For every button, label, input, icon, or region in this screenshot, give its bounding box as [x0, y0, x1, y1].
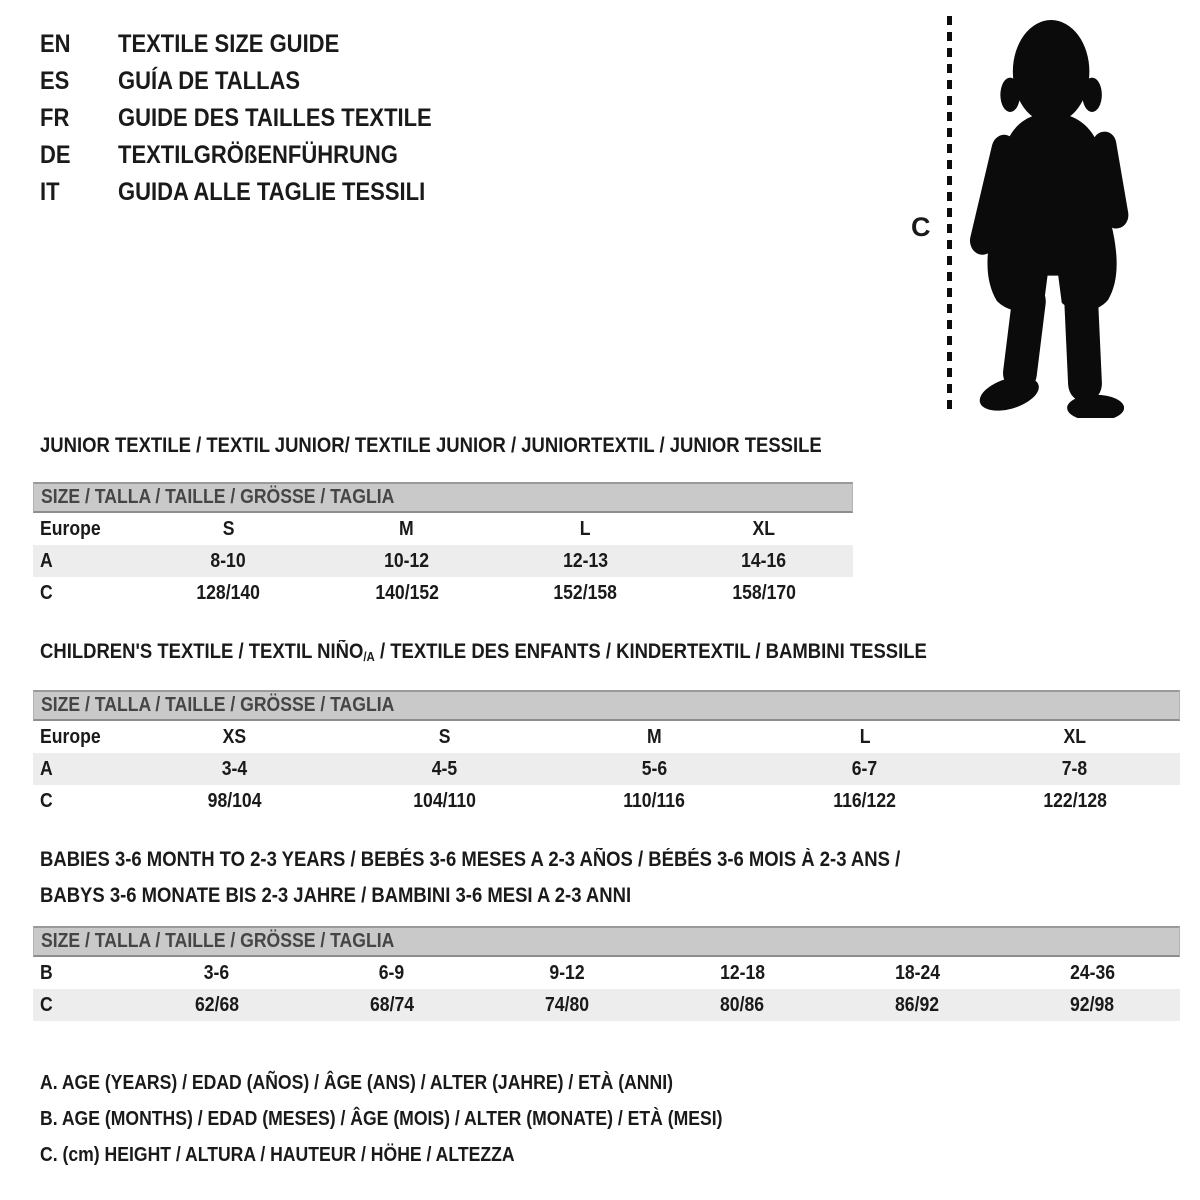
table-cell: 110/116 — [623, 789, 686, 812]
babies-section-title-line2-text: BABYS 3-6 MONATE BIS 2-3 JAHRE / BAMBINI 3-6 MESI A 2-3 ANNI — [40, 884, 632, 907]
language-title: TEXTILE SIZE GUIDE — [118, 30, 340, 58]
legend-line-c — [40, 1143, 579, 1167]
table-cell: 104/110 — [412, 789, 476, 812]
table-cell: 152/158 — [553, 581, 618, 604]
table-cell: 116/122 — [833, 789, 897, 812]
language-row-fr — [40, 100, 475, 137]
legend-line-b-text: B. AGE (MONTHS) / EDAD (MESES) / ÂGE (MOIS) / ALTER (MONATE) / ETÀ (MESI) — [40, 1108, 723, 1130]
size-header-bar-label: SIZE / TALLA / TAILLE / GRÖSSE / TAGLIA — [41, 486, 395, 508]
size-col-header: XL — [1063, 725, 1087, 748]
language-code — [40, 30, 118, 59]
table-cell: 68/74 — [369, 993, 414, 1016]
language-title: GUIDA ALLE TAGLIE TESSILI — [118, 178, 426, 206]
size-header-bar-label: SIZE / TALLA / TAILLE / GRÖSSE / TAGLIA — [41, 930, 395, 952]
language-title: GUIDE DES TAILLES TEXTILE — [118, 104, 432, 132]
table-cell: 18-24 — [894, 961, 940, 984]
language-code-text: DE — [40, 141, 71, 169]
table-row-height — [33, 577, 853, 609]
table-cell: 12-13 — [562, 549, 608, 572]
height-measure-dashed-line — [947, 16, 952, 415]
table-cell: 5-6 — [641, 757, 668, 780]
table-cell: 122/128 — [1043, 789, 1107, 812]
language-code-text: ES — [40, 67, 70, 95]
size-header-bar-label: SIZE / TALLA / TAILLE / GRÖSSE / TAGLIA — [41, 694, 395, 716]
junior-section-title-text: JUNIOR TEXTILE / TEXTIL JUNIOR/ TEXTILE JUNIOR / JUNIORTEXTIL / JUNIOR TESSILE — [40, 434, 822, 457]
table-cell: 98/104 — [207, 789, 262, 812]
size-header-bar — [33, 926, 1180, 957]
table-cell: 86/92 — [895, 993, 940, 1016]
childrens-size-table — [33, 690, 1180, 817]
table-row-height — [33, 785, 1180, 817]
legend-line-b — [40, 1107, 816, 1131]
size-col-header: XL — [752, 517, 775, 540]
size-header-bar — [33, 690, 1180, 721]
babies-section-title-line1 — [40, 848, 1018, 872]
toddler-silhouette-icon — [963, 14, 1141, 418]
table-cell: 6-9 — [379, 961, 405, 984]
language-row-en — [40, 26, 475, 63]
table-cell: 24-36 — [1069, 961, 1115, 984]
size-col-header: S — [438, 725, 451, 748]
row-label: A — [40, 757, 53, 780]
language-code-text: EN — [40, 30, 71, 58]
size-col-header: M — [399, 517, 415, 540]
row-label: C — [40, 581, 53, 604]
table-cell: 158/170 — [731, 581, 796, 604]
table-row-age — [33, 753, 1180, 785]
table-cell: 8-10 — [210, 549, 246, 572]
language-title: GUÍA DE TALLAS — [118, 67, 301, 95]
language-row-es — [40, 63, 475, 100]
language-code — [40, 104, 118, 133]
table-cell: 92/98 — [1070, 993, 1115, 1016]
table-cell: 80/86 — [720, 993, 765, 1016]
table-row-months — [33, 957, 1180, 989]
language-code-text: IT — [40, 178, 60, 206]
babies-section-title-line2 — [40, 884, 712, 908]
childrens-title-sub: /A — [363, 649, 375, 664]
size-col-header: M — [647, 725, 662, 748]
table-cell: 3-4 — [221, 757, 247, 780]
size-header-bar — [33, 482, 853, 513]
measure-label-c: C — [911, 212, 931, 242]
size-col-header: XS — [222, 725, 246, 748]
childrens-title-main: CHILDREN'S TEXTILE / TEXTIL NIÑO — [40, 640, 364, 663]
table-header-row — [33, 721, 1180, 753]
size-col-header: L — [579, 517, 591, 540]
legend-line-a-text: A. AGE (YEARS) / EDAD (AÑOS) / ÂGE (ANS) / ALTER (JAHRE) / ETÀ (ANNI) — [40, 1072, 673, 1094]
childrens-section-title-text — [40, 640, 927, 669]
babies-section-title-line1-text: BABIES 3-6 MONTH TO 2-3 YEARS / BEBÉS 3-6 MESES A 2-3 AÑOS / BÉBÉS 3-6 MOIS À 2-3 ANS / — [40, 848, 901, 871]
region-header-cell: Europe — [40, 725, 101, 748]
table-cell: 74/80 — [544, 993, 589, 1016]
childrens-section-title — [40, 640, 1048, 669]
table-cell: 4-5 — [431, 757, 458, 780]
junior-section-title — [40, 434, 928, 458]
legend-line-c-text: C. (cm) HEIGHT / ALTURA / HAUTEUR / HÖHE / ALTEZZA — [40, 1144, 515, 1166]
size-col-header: L — [859, 725, 871, 748]
table-cell: 9-12 — [549, 961, 585, 984]
table-cell: 7-8 — [1062, 757, 1088, 780]
table-cell: 12-18 — [719, 961, 765, 984]
table-header-row — [33, 513, 853, 545]
table-row-height — [33, 989, 1180, 1021]
row-label: C — [40, 993, 53, 1016]
childrens-title-rest: / TEXTILE DES ENFANTS / KINDERTEXTIL / BAMBINI TESSILE — [374, 640, 927, 663]
row-label: C — [40, 789, 53, 812]
table-cell: 14-16 — [741, 549, 787, 572]
toddler-figure — [967, 20, 1130, 418]
region-header-cell: Europe — [40, 517, 101, 540]
table-cell: 62/68 — [194, 993, 239, 1016]
language-code — [40, 67, 118, 96]
junior-size-table — [33, 482, 853, 609]
language-title: TEXTILGRÖßENFÜHRUNG — [118, 141, 398, 169]
babies-size-table — [33, 926, 1180, 1021]
row-label: B — [40, 961, 53, 984]
language-code — [40, 141, 118, 170]
table-cell: 6-7 — [851, 757, 878, 780]
table-row-age — [33, 545, 853, 577]
legend-line-a — [40, 1071, 759, 1095]
table-cell: 10-12 — [384, 549, 430, 572]
size-col-header: S — [222, 517, 235, 540]
language-row-de — [40, 137, 475, 174]
table-cell: 3-6 — [203, 961, 230, 984]
table-cell: 128/140 — [196, 581, 261, 604]
table-cell: 140/152 — [374, 581, 439, 604]
row-label: A — [40, 549, 53, 572]
language-code-text: FR — [40, 104, 70, 132]
language-code — [40, 178, 118, 207]
language-title-list — [40, 26, 475, 211]
language-row-it — [40, 174, 475, 211]
